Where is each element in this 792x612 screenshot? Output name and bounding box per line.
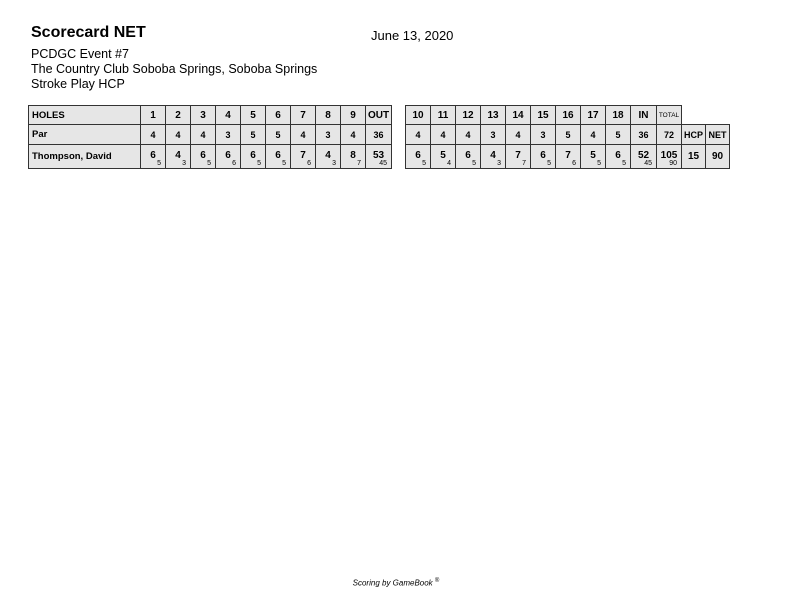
gross-score: 4 <box>490 150 496 161</box>
par-value: 3 <box>316 125 341 145</box>
out-score <box>366 145 392 169</box>
net-score: 5 <box>257 160 261 167</box>
par-value: 4 <box>191 125 216 145</box>
hole-score <box>266 145 291 169</box>
gross-score: 7 <box>565 150 571 161</box>
hole-score <box>291 145 316 169</box>
gap <box>706 106 730 125</box>
gross-score: 4 <box>175 150 181 161</box>
net-score: 4 <box>447 160 451 167</box>
hole-score <box>141 145 166 169</box>
game-format: Stroke Play HCP <box>31 77 125 91</box>
hole-number: 16 <box>556 106 581 125</box>
hole-score <box>506 145 531 169</box>
hole-score <box>316 145 341 169</box>
net-score: 3 <box>332 160 336 167</box>
hole-number: 14 <box>506 106 531 125</box>
par-value: 4 <box>406 125 431 145</box>
par-label: Par <box>29 125 141 145</box>
hole-score <box>531 145 556 169</box>
scorecard-title: Scorecard NET <box>31 24 146 41</box>
scorecard-table <box>28 105 730 169</box>
net-score: 5 <box>547 160 551 167</box>
par-value: 5 <box>606 125 631 145</box>
hole-number: 11 <box>431 106 456 125</box>
par-value: 4 <box>456 125 481 145</box>
gross-score: 6 <box>200 150 206 161</box>
gross-score: 6 <box>150 150 156 161</box>
hole-number: 10 <box>406 106 431 125</box>
course-name: The Country Club Soboba Springs, Soboba Springs <box>31 62 318 76</box>
gross-score: 5 <box>440 150 446 161</box>
hole-number: 9 <box>341 106 366 125</box>
hole-number: 17 <box>581 106 606 125</box>
holes-row <box>29 106 730 125</box>
net-score: 3 <box>182 160 186 167</box>
hole-number: 3 <box>191 106 216 125</box>
gross-score: 7 <box>515 150 521 161</box>
hole-score <box>191 145 216 169</box>
gross-score: 105 <box>660 150 678 161</box>
net-score: 45 <box>379 160 387 167</box>
net-score: 6 <box>572 160 576 167</box>
in-score <box>631 145 657 169</box>
hole-number: 18 <box>606 106 631 125</box>
net-score: 7 <box>357 160 361 167</box>
hole-score <box>481 145 506 169</box>
hole-score <box>341 145 366 169</box>
hole-number: 15 <box>531 106 556 125</box>
par-value: 4 <box>166 125 191 145</box>
hole-number: 13 <box>481 106 506 125</box>
net-score: 6 <box>232 160 236 167</box>
net-score: 90 <box>669 160 677 167</box>
gross-score: 6 <box>540 150 546 161</box>
net-score: 45 <box>644 160 652 167</box>
gross-score: 7 <box>300 150 306 161</box>
par-value: 4 <box>341 125 366 145</box>
hole-score <box>431 145 456 169</box>
hole-score <box>166 145 191 169</box>
gap <box>392 125 406 145</box>
hole-score <box>581 145 606 169</box>
par-value: 5 <box>266 125 291 145</box>
gap <box>682 106 706 125</box>
hcp-label: HCP <box>682 125 706 145</box>
footer-text: Scoring by GameBook <box>352 578 433 588</box>
event-date: June 13, 2020 <box>371 28 454 43</box>
net-score: 5 <box>622 160 626 167</box>
player-net: 90 <box>706 145 730 169</box>
holes-label: HOLES <box>29 106 141 125</box>
total-score <box>657 145 682 169</box>
hole-score <box>556 145 581 169</box>
par-in: 36 <box>631 125 657 145</box>
net-score: 5 <box>157 160 161 167</box>
hole-number: 7 <box>291 106 316 125</box>
hole-number: 8 <box>316 106 341 125</box>
net-score: 6 <box>307 160 311 167</box>
net-score: 5 <box>282 160 286 167</box>
net-score: 7 <box>522 160 526 167</box>
hole-score <box>456 145 481 169</box>
hole-score <box>241 145 266 169</box>
net-score: 5 <box>472 160 476 167</box>
hole-score <box>406 145 431 169</box>
player-name: Thompson, David <box>29 145 141 169</box>
gross-score: 5 <box>590 150 596 161</box>
hole-number: 5 <box>241 106 266 125</box>
gross-score: 53 <box>372 150 385 161</box>
par-value: 5 <box>241 125 266 145</box>
par-value: 4 <box>506 125 531 145</box>
gross-score: 52 <box>637 150 650 161</box>
par-total: 72 <box>657 125 682 145</box>
gross-score: 6 <box>225 150 231 161</box>
net-score: 3 <box>497 160 501 167</box>
player-hcp: 15 <box>682 145 706 169</box>
hole-number: 6 <box>266 106 291 125</box>
par-value: 3 <box>531 125 556 145</box>
hole-score <box>606 145 631 169</box>
hole-number: 2 <box>166 106 191 125</box>
hole-number: 12 <box>456 106 481 125</box>
net-score: 5 <box>207 160 211 167</box>
registered-mark: ® <box>434 578 440 584</box>
player-row <box>29 145 730 169</box>
net-label: NET <box>706 125 730 145</box>
gross-score: 6 <box>615 150 621 161</box>
hole-number: 1 <box>141 106 166 125</box>
par-value: 5 <box>556 125 581 145</box>
footer-credit <box>0 578 792 588</box>
total-label: TOTAL <box>657 106 682 125</box>
par-value: 4 <box>431 125 456 145</box>
par-out: 36 <box>366 125 392 145</box>
hole-number: 4 <box>216 106 241 125</box>
gross-score: 8 <box>350 150 356 161</box>
gap <box>392 106 406 125</box>
par-value: 4 <box>141 125 166 145</box>
hole-score <box>216 145 241 169</box>
in-label: IN <box>631 106 657 125</box>
net-score: 5 <box>597 160 601 167</box>
par-value: 4 <box>581 125 606 145</box>
gross-score: 6 <box>465 150 471 161</box>
gross-score: 4 <box>325 150 331 161</box>
event-name: PCDGC Event #7 <box>31 47 129 61</box>
par-value: 4 <box>291 125 316 145</box>
par-row <box>29 125 730 145</box>
par-value: 3 <box>481 125 506 145</box>
net-score: 5 <box>422 160 426 167</box>
gap <box>392 145 406 169</box>
par-value: 3 <box>216 125 241 145</box>
gross-score: 6 <box>415 150 421 161</box>
gross-score: 6 <box>250 150 256 161</box>
gross-score: 6 <box>275 150 281 161</box>
out-label: OUT <box>366 106 392 125</box>
